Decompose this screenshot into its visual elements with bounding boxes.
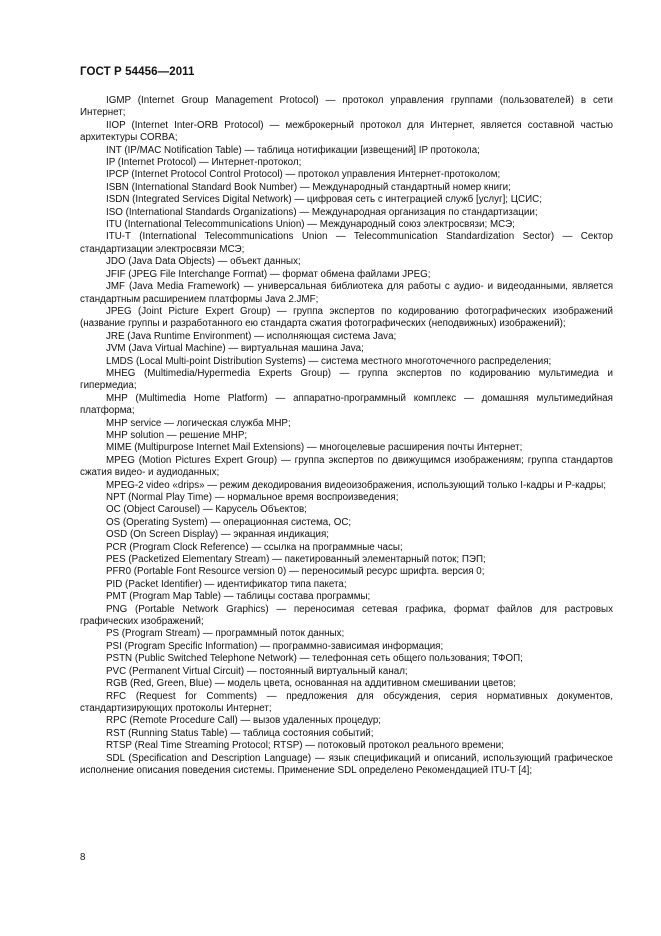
abbreviation-entry: RST (Running Status Table) — таблица состояния событий;	[106, 727, 374, 739]
abbreviation-entry: RFC (Request for Comments) — предложения для обсуждения, серия нормативных документов, стандартизирующих протоколы Интернет;	[80, 690, 613, 714]
abbreviation-entry: PSI (Program Specific Information) — программно-зависимая информация;	[106, 640, 444, 652]
abbreviation-entry: SDL (Specification and Description Language) — язык спецификаций и описаний, использующий графическое исполнение описания поведения системы. Применение SDL определено Рекомендацией ITU-T [4];	[80, 752, 613, 776]
abbreviation-entry: RTSP (Real Time Streaming Protocol; RTSP) — потоковый протокол реального времени;	[106, 740, 504, 752]
abbreviation-entry: ITU (International Telecommunications Union) — Международный союз электросвязи; МСЭ;	[106, 219, 515, 231]
abbreviation-entry: IPCP (Internet Protocol Control Protocol) — протокол управления Интернет-протоколом;	[106, 169, 501, 181]
abbreviation-entry: MPEG (Motion Pictures Expert Group) — группа экспертов по движущимся изображениям; группа стандартов сжатия видео- и аудиоданных;	[80, 454, 613, 479]
abbreviation-entry: PCR (Program Clock Reference) — ссылка на программные часы;	[106, 541, 403, 553]
abbreviation-list	[80, 95, 613, 777]
abbreviation-entry: ITU-T (International Telecommunications Union — Telecommunication Standardization Sector) — Сектор стандартизации электросвязи МСЭ;	[80, 231, 613, 255]
abbreviation-entry: PSTN (Public Switched Telephone Network) — телефонная сеть общего пользования; ТФОП;	[106, 653, 523, 665]
abbreviation-entry: PMT (Program Map Table) — таблицы состава программы;	[106, 591, 371, 603]
abbreviation-entry: PNG (Portable Network Graphics) — переносимая сетевая графика, формат файлов для растровых графических изображений;	[80, 603, 613, 628]
abbreviation-entry: IIOP (Internet Inter-ORB Protocol) — межброкерный протокол для Интернет, является составной частью архитектуры CORBA;	[80, 119, 613, 144]
abbreviation-entry: MHEG (Multimedia/Hypermedia Experts Group) — группа экспертов по кодированию мультимедиа и гипермедиа;	[80, 367, 613, 392]
abbreviation-entry: ISBN (International Standard Book Number) — Международный стандартный номер книги;	[106, 181, 511, 193]
abbreviation-entry: ISO (International Standards Organizations) — Международная организация по стандартизации;	[106, 206, 538, 218]
abbreviation-entry: MHP solution — решение MHP;	[106, 429, 248, 441]
abbreviation-entry: ISDN (Integrated Services Digital Network) — цифровая сеть с интеграцией служб [услуг]; ЦСИС;	[106, 194, 542, 206]
abbreviation-entry: MHP service — логическая служба MHP;	[106, 417, 291, 429]
abbreviation-entry: MHP (Multimedia Home Platform) — аппаратно-программный комплекс — домашняя мультимедийная платформа;	[80, 392, 613, 417]
abbreviation-entry: JVM (Java Virtual Machine) — виртуальная машина Java;	[106, 343, 364, 355]
abbreviation-entry: INT (IP/MAC Notification Table) — таблица нотификации [извещений] IP протокола;	[106, 144, 480, 156]
abbreviation-entry: OSD (On Screen Display) — экранная индикация;	[106, 529, 330, 541]
abbreviation-entry: PVC (Permanent Virtual Circuit) — постоянный виртуальный канал;	[106, 665, 408, 677]
abbreviation-entry: RGB (Red, Green, Blue) — модель цвета, основанная на аддитивном смешивании цветов;	[106, 678, 516, 690]
page-number: 8	[80, 852, 86, 863]
abbreviation-entry: OC (Object Carousel) — Карусель Объектов;	[106, 504, 307, 516]
abbreviation-entry: NPT (Normal Play Time) — нормальное время воспроизведения;	[106, 492, 399, 503]
abbreviation-entry: JFIF (JPEG File Interchange Format) — формат обмена файлами JPEG;	[106, 268, 431, 280]
abbreviation-entry: JRE (Java Runtime Environment) — исполняющая система Java;	[106, 330, 397, 342]
abbreviation-entry: JDO (Java Data Objects) — объект данных;	[106, 256, 301, 268]
abbreviation-entry: PFR0 (Portable Font Resource version 0) — переносимый ресурс шрифта. версия 0;	[106, 566, 485, 578]
abbreviation-entry: MIME (Multipurpose Internet Mail Extensions) — многоцелевые расширения почты Интернет;	[106, 442, 523, 454]
abbreviation-entry: PES (Packetized Elementary Stream) — пакетированный элементарный поток; ПЭП;	[106, 554, 486, 566]
abbreviation-entry: JMF (Java Media Framework) — универсальная библиотека для работы с аудио- и видеоданными, является стандартным расширением платформы Java 2.JMF;	[80, 281, 613, 305]
abbreviation-entry: IP (Internet Protocol) — Интернет-протокол;	[106, 157, 302, 169]
abbreviation-entry: MPEG-2 video «drips» — режим декодирования видеоизображения, использующий только I-кадры и P-кадры;	[106, 479, 606, 491]
abbreviation-entry: OS (Operating System) — операционная система, ОС;	[106, 516, 352, 528]
abbreviation-entry: PS (Program Stream) — программный поток данных;	[106, 628, 345, 640]
abbreviation-entry: LMDS (Local Multi-point Distribution Systems) — система местного многоточечного распределения;	[106, 355, 552, 367]
abbreviation-entry: JPEG (Joint Picture Expert Group) — группа экспертов по кодированию фотографических изображений (название группы и разработанного ею стандарта сжатия фотографических (неподвижных) изображений);	[80, 305, 613, 330]
abbreviation-entry: PID (Packet Identifier) — идентификатор типа пакета;	[106, 578, 347, 590]
abbreviation-entry: IGMP (Internet Group Management Protocol) — протокол управления группами (пользователей) в сети Интернет;	[80, 95, 613, 119]
document-header: ГОСТ Р 54456—2011	[80, 66, 195, 78]
abbreviation-entry: RPC (Remote Procedure Call) — вызов удаленных процедур;	[106, 715, 381, 727]
